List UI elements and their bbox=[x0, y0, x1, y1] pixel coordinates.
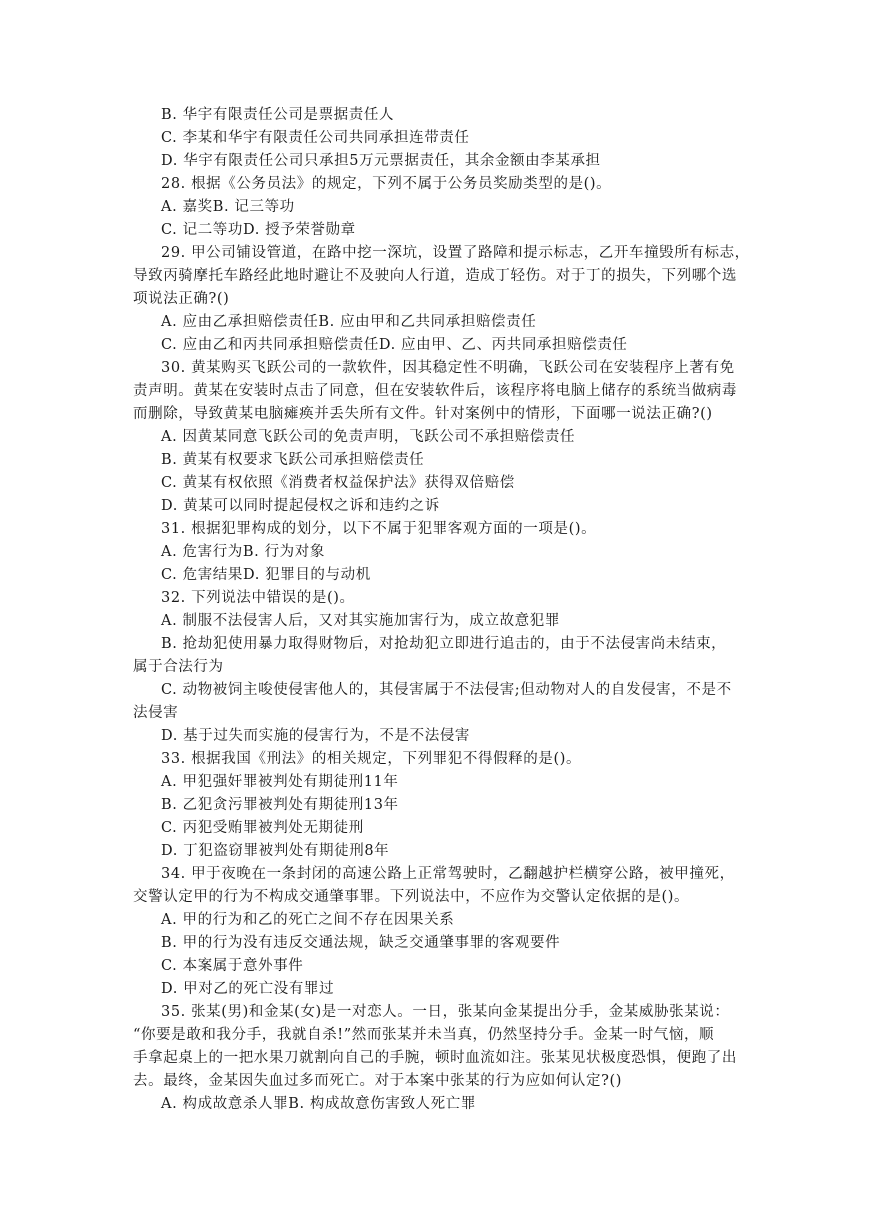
text-line: C. 动物被饲主唆使侵害他人的，其侵害属于不法侵害;但动物对人的自发侵害，不是不 bbox=[161, 682, 732, 698]
text-line: 交警认定甲的行为不构成交通肇事罪。下列说法中，不应作为交警认定依据的是()。 bbox=[133, 889, 690, 905]
text-line: 导致丙骑摩托车路经此地时避让不及驶向人行道，造成丁轻伤。对于丁的损失，下列哪个选 bbox=[133, 268, 737, 284]
text-line: C. 记二等功D. 授予荣誉勋章 bbox=[161, 222, 356, 238]
text-line: A. 因黄某同意飞跃公司的免责声明，飞跃公司不承担赔偿责任 bbox=[161, 429, 576, 445]
text-line: D. 甲对乙的死亡没有罪过 bbox=[161, 981, 335, 997]
text-line: D. 基于过失而实施的侵害行为，不是不法侵害 bbox=[161, 728, 471, 744]
text-line: 去。最终，金某因失血过多而死亡。对于本案中张某的行为应如何认定?() bbox=[133, 1073, 622, 1089]
text-line: C. 黄某有权依照《消费者权益保护法》获得双倍赔偿 bbox=[161, 475, 515, 491]
text-line: A. 甲犯强奸罪被判处有期徒刑11年 bbox=[161, 774, 399, 790]
text-line: C. 危害结果D. 犯罪目的与动机 bbox=[161, 567, 371, 583]
text-line: A. 危害行为B. 行为对象 bbox=[161, 544, 325, 560]
text-line: 33. 根据我国《刑法》的相关规定，下列罪犯不得假释的是()。 bbox=[161, 751, 582, 767]
text-line: 29. 甲公司铺设管道，在路中挖一深坑，设置了路障和提示标志，乙开车撞毁所有标志， bbox=[161, 245, 750, 261]
text-line: B. 乙犯贪污罪被判处有期徒刑13年 bbox=[161, 797, 399, 813]
text-line: D. 黄某可以同时提起侵权之诉和违约之诉 bbox=[161, 498, 440, 514]
text-line: B. 黄某有权要求飞跃公司承担赔偿责任 bbox=[161, 452, 425, 468]
text-line: B. 抢劫犯使用暴力取得财物后，对抢劫犯立即进行追击的，由于不法侵害尚未结束， bbox=[161, 636, 727, 652]
text-line: C. 应由乙和丙共同承担赔偿责任D. 应由甲、乙、丙共同承担赔偿责任 bbox=[161, 337, 628, 353]
text-line: 31. 根据犯罪构成的划分，以下不属于犯罪客观方面的一项是()。 bbox=[161, 521, 597, 537]
text-line: A. 应由乙承担赔偿责任B. 应由甲和乙共同承担赔偿责任 bbox=[161, 314, 537, 330]
text-line: 34. 甲于夜晚在一条封闭的高速公路上正常驾驶时，乙翻越护栏横穿公路，被甲撞死， bbox=[161, 866, 735, 882]
text-line: A. 制服不法侵害人后，又对其实施加害行为，成立故意犯罪 bbox=[161, 613, 560, 629]
text-line: C. 本案属于意外事件 bbox=[161, 958, 304, 974]
text-line: A. 构成故意杀人罪B. 构成故意伤害致人死亡罪 bbox=[161, 1096, 476, 1112]
text-line: 属于合法行为 bbox=[133, 659, 224, 675]
text-line: 32. 下列说法中错误的是()。 bbox=[161, 590, 355, 606]
text-line: 28. 根据《公务员法》的规定，下列不属于公务员奖励类型的是()。 bbox=[161, 176, 612, 192]
text-line: 项说法正确?() bbox=[133, 291, 230, 307]
text-line: 手拿起桌上的一把水果刀就割向自己的手腕，顿时血流如注。张某见状极度恐惧，便跑了出 bbox=[133, 1050, 737, 1066]
text-line: 而删除，导致黄某电脑瘫痪并丢失所有文件。针对案例中的情形，下面哪一说法正确?() bbox=[133, 406, 713, 422]
text-line: B. 甲的行为没有违反交通法规，缺乏交通肇事罪的客观要件 bbox=[161, 935, 561, 951]
text-line: D. 华宇有限责任公司只承担5万元票据责任，其余金额由李某承担 bbox=[161, 153, 601, 169]
text-line: A. 甲的行为和乙的死亡之间不存在因果关系 bbox=[161, 912, 455, 928]
text-line: 30. 黄某购买飞跃公司的一款软件，因其稳定性不明确，飞跃公司在安装程序上著有免 bbox=[161, 360, 735, 376]
text-line: C. 丙犯受贿罪被判处无期徒刑 bbox=[161, 820, 364, 836]
text-line: B. 华宇有限责任公司是票据责任人 bbox=[161, 107, 395, 123]
text-line: “你要是敢和我分手，我就自杀!”然而张某并未当真，仍然坚持分手。金某一时气恼，顺 bbox=[133, 1027, 715, 1043]
text-line: A. 嘉奖B. 记三等功 bbox=[161, 199, 295, 215]
text-line: 法侵害 bbox=[133, 705, 179, 721]
text-line: 责声明。黄某在安装时点击了同意，但在安装软件后，该程序将电脑上储存的系统当做病毒 bbox=[133, 383, 737, 399]
text-line: 35. 张某(男)和金某(女)是一对恋人。一日，张某向金某提出分手，金某威胁张某说： bbox=[161, 1004, 730, 1020]
text-line: D. 丁犯盗窃罪被判处有期徒刑8年 bbox=[161, 843, 390, 859]
text-line: C. 李某和华宇有限责任公司共同承担连带责任 bbox=[161, 130, 470, 146]
